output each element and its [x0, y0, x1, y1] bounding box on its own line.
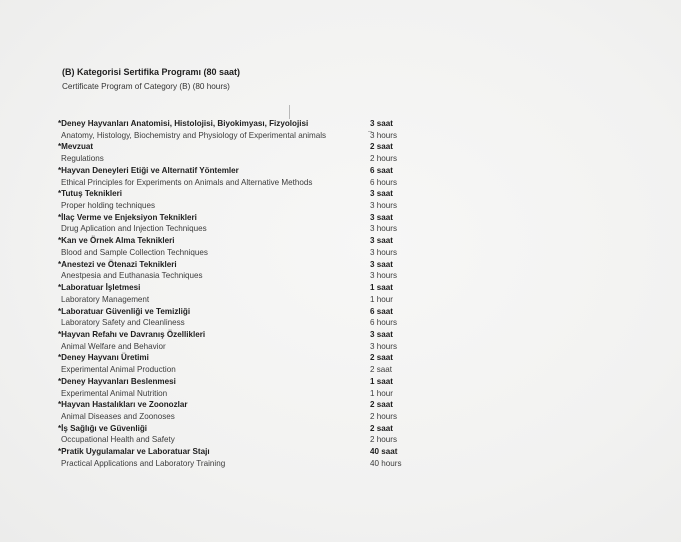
course-duration-en: 2 hours — [370, 435, 397, 445]
course-duration-tr: 3 saat — [370, 329, 393, 339]
course-duration-en: 3 hours — [370, 271, 397, 281]
course-name-en: Laboratory Management — [61, 294, 150, 304]
course-name-tr: *Hayvan Deneyleri Etiği ve Alternatif Yöntemler — [58, 165, 239, 175]
course-row-en — [58, 200, 418, 212]
course-duration-tr: 3 saat — [370, 236, 393, 246]
course-duration-en: 6 hours — [370, 177, 397, 187]
course-row-tr — [58, 352, 418, 364]
program-header — [62, 66, 240, 93]
course-name-en: Laboratory Safety and Cleanliness — [61, 318, 185, 328]
course-name-tr: *Anestezi ve Ötenazi Teknikleri — [58, 259, 177, 269]
course-duration-en: 3 hours — [370, 341, 397, 351]
course-duration-tr: 3 saat — [370, 119, 393, 128]
course-row-tr — [58, 212, 418, 224]
course-name-en: Animal Welfare and Behavior — [61, 341, 166, 351]
course-duration-tr: 2 saat — [370, 142, 393, 152]
course-entry — [58, 235, 418, 258]
course-duration-en: 3 hours — [370, 130, 397, 140]
course-row-en — [58, 434, 418, 446]
course-duration-tr: 2 saat — [370, 353, 393, 363]
course-duration-tr: 6 saat — [370, 165, 393, 175]
course-entry — [58, 212, 418, 235]
course-entry — [58, 306, 418, 329]
course-duration-en: 6 hours — [370, 318, 397, 328]
program-subtitle: Certificate Program of Category (B) (80 hours) — [62, 82, 230, 91]
course-row-tr — [58, 376, 418, 388]
course-entry — [58, 188, 418, 211]
course-name-tr: *Pratik Uygulamalar ve Laboratuar Stajı — [58, 447, 210, 457]
course-duration-tr: 1 saat — [370, 283, 393, 293]
course-row-tr — [58, 235, 418, 247]
course-duration-tr: 2 saat — [370, 423, 393, 433]
course-duration-tr: 3 saat — [370, 189, 393, 199]
course-row-tr — [58, 306, 418, 318]
course-duration-en: 3 hours — [370, 201, 397, 211]
course-row-en — [58, 458, 418, 470]
course-name-tr: *Laboratuar İşletmesi — [58, 283, 141, 293]
course-row-tr — [58, 399, 418, 411]
course-name-tr: *Hayvan Refahı ve Davranış Özellikleri — [58, 329, 206, 339]
course-entry — [58, 165, 418, 188]
course-row-en — [58, 247, 418, 259]
course-name-en: Animal Diseases and Zoonoses — [61, 411, 175, 421]
course-row-en — [58, 411, 418, 423]
course-entry — [58, 259, 418, 282]
course-row-tr — [58, 141, 418, 153]
course-row-tr — [58, 446, 418, 458]
course-duration-tr: 2 saat — [370, 400, 393, 410]
course-name-tr: *Deney Hayvanı Üretimi — [58, 353, 149, 363]
course-duration-en: 1 hour — [370, 388, 393, 398]
course-duration-en: 2 saat — [370, 365, 393, 375]
course-entry — [58, 329, 418, 352]
course-row-tr — [58, 329, 418, 341]
course-name-en: Drug Aplication and Injection Techniques — [61, 224, 207, 234]
course-row-en — [58, 130, 418, 142]
course-duration-en: 2 hours — [370, 411, 397, 421]
course-row-tr — [58, 165, 418, 177]
course-name-tr: *Laboratuar Güvenliği ve Temizliği — [58, 306, 191, 316]
course-row-en — [58, 317, 418, 329]
course-duration-tr: 3 saat — [370, 212, 393, 222]
course-list — [58, 118, 418, 470]
course-duration-en: 2 hours — [370, 154, 397, 164]
course-name-tr: *Kan ve Örnek Alma Teknikleri — [58, 236, 175, 246]
course-row-tr — [58, 118, 418, 130]
course-name-en: Practical Applications and Laboratory Training — [61, 458, 226, 468]
course-entry — [58, 423, 418, 446]
course-duration-en: 40 hours — [370, 458, 402, 468]
course-row-en — [58, 223, 418, 235]
course-entry — [58, 446, 418, 469]
course-row-tr — [58, 259, 418, 271]
course-duration-en: 3 hours — [370, 224, 397, 234]
course-row-en — [58, 364, 418, 376]
course-duration-tr: 1 saat — [370, 376, 393, 386]
course-name-en: Blood and Sample Collection Techniques — [61, 247, 208, 257]
course-row-tr — [58, 188, 418, 200]
course-row-en — [58, 270, 418, 282]
course-duration-tr: 3 saat — [370, 259, 393, 269]
course-name-en: Experimental Animal Production — [61, 365, 176, 375]
course-row-en — [58, 341, 418, 353]
course-duration-tr: 40 saat — [370, 447, 398, 457]
course-entry — [58, 352, 418, 375]
course-entry — [58, 399, 418, 422]
course-name-tr: *Mevzuat — [58, 142, 94, 152]
course-name-en: Anatomy, Histology, Biochemistry and Physiology of Experimental animals — [61, 130, 327, 140]
course-duration-tr: 6 saat — [370, 306, 393, 316]
course-entry — [58, 376, 418, 399]
course-name-en: Proper holding techniques — [61, 201, 156, 211]
course-name-en: Experimental Animal Nutrition — [61, 388, 168, 398]
scan-mark — [289, 105, 290, 119]
course-name-en: Regulations — [61, 154, 104, 164]
course-row-tr — [58, 282, 418, 294]
course-name-tr: *Deney Hayvanları Beslenmesi — [58, 376, 176, 386]
course-entry — [58, 118, 418, 141]
course-row-en — [58, 388, 418, 400]
course-row-en — [58, 177, 418, 189]
course-name-tr: *İş Sağlığı ve Güvenliği — [58, 423, 148, 433]
course-row-en — [58, 153, 418, 165]
course-name-tr: *Hayvan Hastalıkları ve Zoonozlar — [58, 400, 188, 410]
course-row-en — [58, 294, 418, 306]
course-duration-en: 1 hour — [370, 294, 393, 304]
course-name-tr: *Tutuş Teknikleri — [58, 189, 123, 199]
course-row-tr — [58, 423, 418, 435]
course-entry — [58, 141, 418, 164]
course-name-en: Anestpesia and Euthanasia Techniques — [61, 271, 203, 281]
course-name-tr: *İlaç Verme ve Enjeksiyon Teknikleri — [58, 212, 197, 222]
course-name-tr: *Deney Hayvanları Anatomisi, Histolojisi, Biyokimyası, Fizyolojisi — [58, 119, 309, 128]
course-name-en: Occupational Health and Safety — [61, 435, 175, 445]
program-title: (B) Kategorisi Sertifika Programı (80 saat) — [62, 67, 241, 77]
course-name-en: Ethical Principles for Experiments on Animals and Alternative Methods — [61, 177, 313, 187]
course-entry — [58, 282, 418, 305]
course-duration-en: 3 hours — [370, 247, 397, 257]
